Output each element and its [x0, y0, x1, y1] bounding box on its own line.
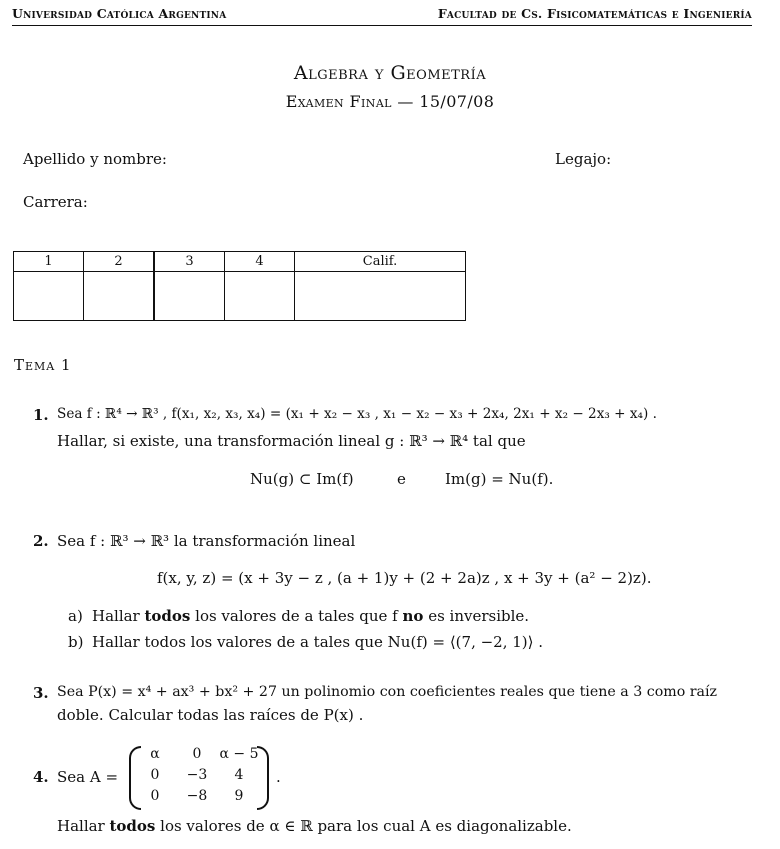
problem-4-lead: Sea A = — [57, 768, 119, 786]
grade-cell-3[interactable] — [154, 272, 225, 321]
problem-2b-label: b) — [68, 633, 84, 651]
matrix-cell: 4 — [234, 767, 244, 783]
grade-header-calif: Calif. — [295, 252, 466, 272]
problem-3-question: doble. Calcular todas las raíces de P(x) . — [57, 706, 364, 724]
university-header: Universidad Católica Argentina — [12, 6, 227, 21]
problem-1-condition-right: Im(g) = Nu(f). — [445, 470, 554, 488]
problem-1-question: Hallar, si existe, una transformación lineal g : ℝ³ → ℝ⁴ tal que — [57, 432, 526, 450]
grade-cell-calif[interactable] — [295, 272, 466, 321]
problem-3-number: 3. — [33, 684, 49, 702]
exam-title: Algebra y Geometría — [293, 62, 487, 84]
problem-2a-text: Hallar todos los valores de a tales que f no es inversible. — [92, 607, 530, 625]
problem-2-statement: Sea f : ℝ³ → ℝ³ la transformación lineal — [57, 532, 356, 550]
matrix-cell: 0 — [150, 767, 160, 783]
matrix-cell: 0 — [150, 788, 160, 804]
legajo-field-label: Legajo: — [555, 150, 612, 168]
problem-1-number: 1. — [33, 406, 49, 424]
grade-header-3: 3 — [154, 252, 225, 272]
matrix-a — [129, 746, 269, 808]
matrix-cell: −8 — [186, 788, 208, 804]
grade-table — [13, 251, 466, 321]
problem-3-statement: Sea P(x) = x⁴ + ax³ + bx² + 27 un polinomio con coeficientes reales que tiene a 3 como raíz — [57, 684, 718, 700]
grade-header-4: 4 — [225, 252, 295, 272]
faculty-header: Facultad de Cs. Fisicomatemáticas e Ingeniería — [437, 6, 752, 21]
matrix-cell: α — [150, 746, 160, 762]
grade-table-header-row — [14, 252, 466, 272]
tema-heading: Tema 1 — [14, 356, 72, 374]
problem-2a-label: a) — [68, 607, 83, 625]
grade-cell-4[interactable] — [225, 272, 295, 321]
matrix-cell: 0 — [192, 746, 202, 762]
matrix-cell: 9 — [234, 788, 244, 804]
problem-2b-text: Hallar todos los valores de a tales que Nu(f) = ⟨(7, −2, 1)⟩ . — [92, 633, 544, 651]
grade-cell-1[interactable] — [14, 272, 84, 321]
problem-1-statement: Sea f : ℝ⁴ → ℝ³ , f(x₁, x₂, x₃, x₄) = (x₁ + x₂ − x₃ , x₁ − x₂ − x₃ + 2x₄, 2x₁ + x₂ − 2x₃ + x₄) . — [57, 406, 657, 422]
matrix-cell: α − 5 — [219, 746, 259, 762]
problem-4-tail: . — [276, 768, 281, 786]
header-rule — [12, 25, 752, 26]
matrix-cell: −3 — [186, 767, 208, 783]
exam-subtitle: Examen Final — 15/07/08 — [285, 92, 495, 111]
problem-4-number: 4. — [33, 768, 49, 786]
name-field-label: Apellido y nombre: — [23, 150, 167, 168]
problem-4-question: Hallar todos los valores de α ∈ ℝ para los cual A es diagonalizable. — [57, 817, 572, 835]
grade-table-score-row — [14, 272, 466, 321]
grade-header-1: 1 — [14, 252, 84, 272]
problem-1-condition-and: e — [397, 470, 406, 488]
grade-header-2: 2 — [84, 252, 155, 272]
problem-2-formula: f(x, y, z) = (x + 3y − z , (a + 1)y + (2 + 2a)z , x + 3y + (a² − 2)z). — [157, 569, 652, 587]
problem-2-number: 2. — [33, 532, 49, 550]
problem-1-condition-left: Nu(g) ⊂ Im(f) — [250, 470, 354, 488]
carrera-field-label: Carrera: — [23, 193, 88, 211]
grade-cell-2[interactable] — [84, 272, 155, 321]
